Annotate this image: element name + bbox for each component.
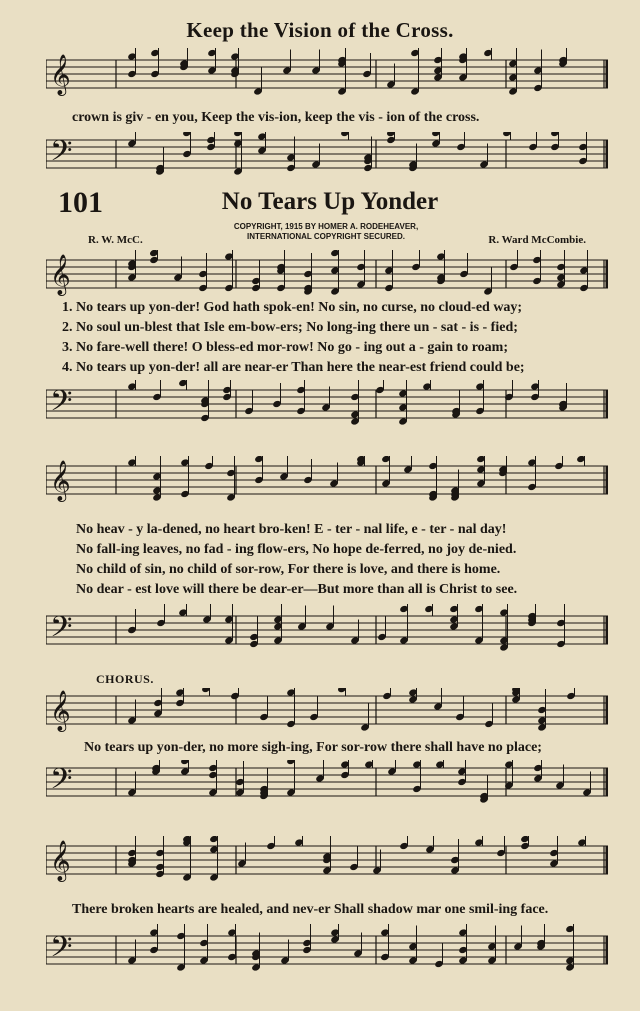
bass-clef-icon: 𝄢 [50, 385, 73, 425]
chorus-line2: There broken hearts are healed, and nev-er Shall shadow mar one smil-ing face. [72, 902, 549, 917]
chorus-line1: No tears up yon-der, no more sigh-ing, For sor-row there shall have no place; [84, 740, 542, 755]
chorus2-treble-staff [46, 836, 608, 896]
treble-clef-icon: 𝄞 [50, 841, 71, 881]
system1-bass-staff [46, 380, 608, 436]
bass-clef-icon: 𝄢 [50, 763, 73, 803]
copyright-notice [196, 222, 456, 242]
verse4-line2: No dear - est love will there be dear-er—But more than all is Christ to see. [76, 582, 518, 597]
verse4-line1: 4. No tears up yon-der! all are near-er Than here the near-est friend could be; [62, 360, 525, 375]
previous-hymn-lyric: crown is giv - en you, Keep the vis-ion, keep the vis - ion of the cross. [72, 110, 480, 125]
system2-bass-staff [46, 604, 608, 664]
verse2-line2: No fall-ing leaves, no fad - ing flow-ers, No hope de-ferred, no joy de-nied. [76, 542, 517, 557]
previous-bass-staff [46, 132, 608, 188]
previous-hymn-title: Keep the Vision of the Cross. [186, 18, 454, 42]
hymn-title: No Tears Up Yonder [221, 188, 439, 215]
chorus-label: CHORUS. [96, 672, 154, 686]
bass-clef-icon: 𝄢 [50, 931, 73, 971]
treble-clef-icon: 𝄞 [50, 461, 71, 501]
music-author: R. Ward McCombie. [488, 234, 586, 246]
copyright-line-2: INTERNATIONAL COPYRIGHT SECURED. [247, 232, 405, 241]
chorus1-treble-staff [46, 688, 608, 738]
previous-treble-staff [46, 48, 608, 108]
system2-treble-staff [46, 456, 608, 512]
verse1-line2: No heav - y la-dened, no heart bro-ken! E - ter - nal life, e - ter - nal day! [76, 522, 507, 537]
verse1-line1: 1. No tears up yon-der! God hath spok-en! No sin, no curse, no cloud-ed way; [62, 300, 523, 315]
verse3-line1: 3. No fare-well there! O bless-ed mor-row! No go - ing out a - gain to roam; [62, 340, 508, 355]
system1-treble-staff [46, 250, 608, 300]
bass-clef-icon: 𝄢 [50, 135, 73, 175]
verse2-line1: 2. No soul un-blest that Isle em-bow-ers; No long-ing there un - sat - is - fied; [62, 320, 518, 335]
treble-clef-icon: 𝄞 [50, 55, 71, 95]
verse3-line2: No child of sin, no child of sor-row, For there is love, and there is home. [76, 562, 501, 577]
chorus2-bass-staff [46, 924, 608, 984]
treble-clef-icon: 𝄞 [50, 255, 71, 295]
copyright-line-1: COPYRIGHT, 1915 BY HOMER A. RODEHEAVER, [233, 222, 419, 231]
chorus1-bass-staff [46, 760, 608, 816]
bass-clef-icon: 𝄢 [50, 611, 73, 651]
treble-clef-icon: 𝄞 [50, 691, 71, 731]
hymn-number: 101 [58, 186, 103, 219]
words-author: R. W. McC. [88, 234, 143, 246]
